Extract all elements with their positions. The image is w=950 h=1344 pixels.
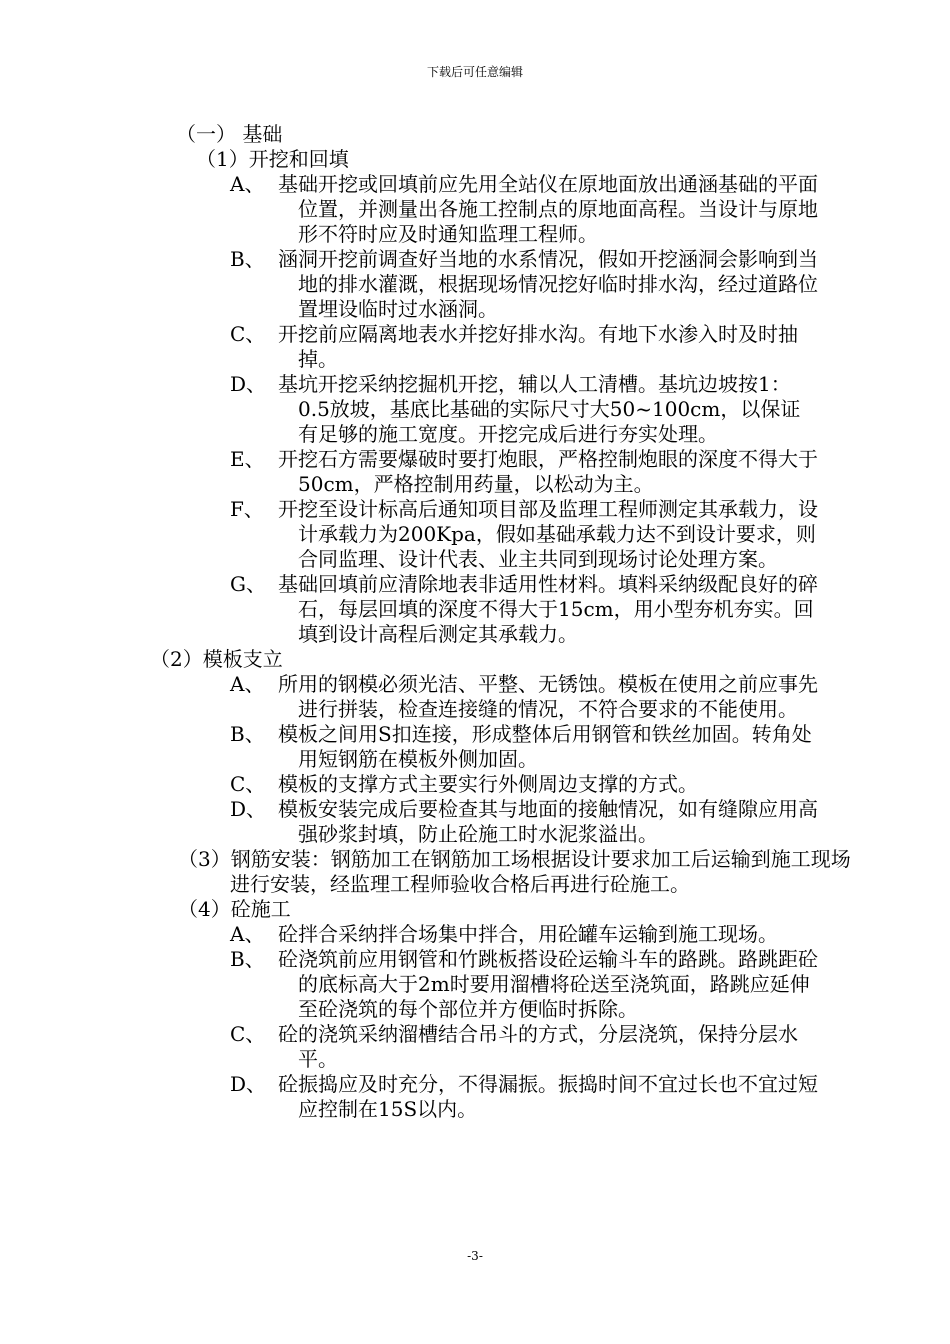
list-item-text: 涵洞开挖前调查好当地的水系情况，假如开挖涵洞会影响到当地的排水灌溉，根据现场情况挖好临时排水沟，经过道路位置埋设临时过水涵洞。 — [278, 247, 818, 321]
list-item — [0, 672, 950, 722]
list-item-label: G、 — [230, 572, 266, 596]
list-item-label: D、 — [230, 797, 267, 821]
list-item — [0, 772, 950, 797]
excavation-list — [0, 172, 950, 647]
list-item-text: 所用的钢模必须光洁、平整、无锈蚀。模板在使用之前应事先进行拼装，检查连接缝的情况，不符合要求的不能使用。 — [278, 672, 818, 721]
list-item-label: A、 — [230, 922, 265, 946]
section-heading-foundation: （一） 基础 — [176, 122, 283, 146]
list-item — [0, 372, 950, 447]
list-item — [0, 1022, 950, 1072]
list-item — [0, 172, 950, 247]
list-item-label: B、 — [230, 247, 265, 271]
list-item — [0, 447, 950, 497]
list-item-text: 模板之间用S扣连接，形成整体后用钢管和铁丝加固。转角处用短钢筋在模板外侧加固。 — [278, 722, 812, 771]
list-item-text: 模板安装完成后要检查其与地面的接触情况，如有缝隙应用高强砂浆封填，防止砼施工时水泥浆溢出。 — [278, 797, 818, 846]
list-item-label: B、 — [230, 722, 265, 746]
list-item-text: 砼的浇筑采纳溜槽结合吊斗的方式，分层浇筑，保持分层水平。 — [278, 1022, 798, 1071]
subsection-heading-concrete: （4）砼施工 — [178, 897, 291, 921]
list-item-text: 基础回填前应清除地表非适用性材料。填料采纳级配良好的碎石，每层回填的深度不得大于15cm，用小型夯机夯实。回填到设计高程后测定其承载力。 — [278, 572, 818, 646]
list-item — [0, 947, 950, 1022]
list-item-label: F、 — [230, 497, 264, 521]
list-item-label: D、 — [230, 1072, 267, 1096]
list-item-label: A、 — [230, 172, 265, 196]
concrete-list — [0, 922, 950, 1122]
subsection-heading-formwork: （2）模板支立 — [150, 647, 283, 671]
list-item — [0, 1072, 950, 1122]
list-item — [0, 247, 950, 322]
list-item — [0, 322, 950, 372]
document-body — [0, 122, 950, 1122]
list-item-label: B、 — [230, 947, 265, 971]
list-item-text: 基础开挖或回填前应先用全站仪在原地面放出通涵基础的平面位置，并测量出各施工控制点的原地面高程。当设计与原地形不符时应及时通知监理工程师。 — [278, 172, 818, 246]
list-item — [0, 722, 950, 772]
page-header: 下载后可任意编辑 — [426, 65, 523, 79]
list-item-text: 开挖前应隔离地表水并挖好排水沟。有地下水渗入时及时抽掉。 — [278, 322, 798, 371]
list-item-label: C、 — [230, 322, 266, 346]
list-item — [0, 572, 950, 647]
list-item-label: C、 — [230, 1022, 266, 1046]
subsection-paragraph-rebar: （3）钢筋安装：钢筋加工在钢筋加工场根据设计要求加工后运输到施工现场进行安装，经监理工程师验收合格后再进行砼施工。 — [178, 847, 851, 896]
list-item-text: 开挖至设计标高后通知项目部及监理工程师测定其承载力，设计承载力为200Kpa，假如基础承载力达不到设计要求，则合同监理、设计代表、业主共同到现场讨论处理方案。 — [278, 497, 818, 571]
list-item — [0, 922, 950, 947]
list-item-text: 模板的支撑方式主要实行外侧周边支撑的方式。 — [278, 772, 698, 796]
list-item-label: D、 — [230, 372, 267, 396]
list-item-label: C、 — [230, 772, 266, 796]
list-item-text: 基坑开挖采纳挖掘机开挖，辅以人工清槽。基坑边坡按1：0.5放坡，基底比基础的实际尺寸大50~100cm，以保证有足够的施工宽度。开挖完成后进行夯实处理。 — [278, 372, 801, 446]
list-item-text: 砼拌合采纳拌合场集中拌合，用砼罐车运输到施工现场。 — [278, 922, 778, 946]
list-item — [0, 497, 950, 572]
list-item-text: 砼浇筑前应用钢管和竹跳板搭设砼运输斗车的路跳。路跳距砼的底标高大于2m时要用溜槽将砼送至浇筑面，路跳应延伸至砼浇筑的每个部位并方便临时拆除。 — [278, 947, 818, 1021]
list-item — [0, 797, 950, 847]
subsection-heading-excavation: （1）开挖和回填 — [196, 147, 349, 171]
list-item-text: 开挖石方需要爆破时要打炮眼，严格控制炮眼的深度不得大于50cm，严格控制用药量，以松动为主。 — [278, 447, 818, 496]
list-item-label: E、 — [230, 447, 265, 471]
list-item-text: 砼振捣应及时充分，不得漏振。振捣时间不宜过长也不宜过短应控制在15S以内。 — [278, 1072, 818, 1121]
page-number: -3- — [467, 1249, 483, 1263]
formwork-list — [0, 672, 950, 847]
list-item-label: A、 — [230, 672, 265, 696]
